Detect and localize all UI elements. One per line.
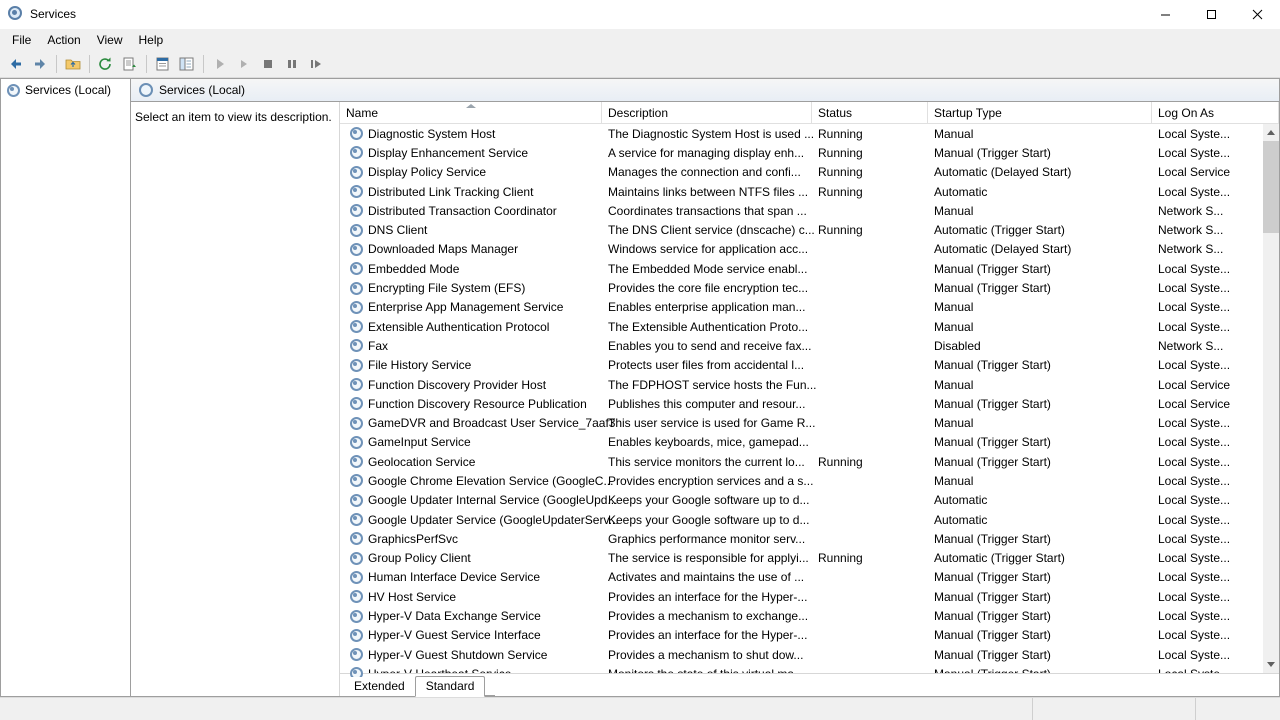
cell-name <box>340 493 618 508</box>
table-row[interactable] <box>340 124 1262 143</box>
cell-description: Provides a mechanism to exchange... <box>608 609 809 624</box>
table-row[interactable] <box>340 529 1262 548</box>
play-icon[interactable] <box>209 53 231 75</box>
table-row[interactable] <box>340 375 1262 394</box>
service-name-label: HV Host Service <box>368 589 457 604</box>
cell-log-on-as: Local Syste... <box>1158 358 1231 373</box>
cell-log-on-as: Network S... <box>1158 242 1224 257</box>
cell-description: Publishes this computer and resour... <box>608 396 806 411</box>
service-gear-icon <box>350 436 363 449</box>
table-row[interactable] <box>340 220 1262 239</box>
cell-startup-type: Automatic <box>934 512 988 527</box>
table-row[interactable] <box>340 163 1262 182</box>
service-gear-icon <box>350 204 363 217</box>
service-name-label: Extensible Authentication Protocol <box>368 319 550 334</box>
cell-name <box>340 204 602 218</box>
cell-log-on-as: Network S... <box>1158 203 1224 218</box>
cell-log-on-as: Local Syste... <box>1158 454 1231 469</box>
cell-startup-type: Automatic (Delayed Start) <box>934 242 1072 257</box>
cell-log-on-as: Local Syste... <box>1158 512 1231 527</box>
table-row[interactable] <box>340 568 1262 587</box>
cell-description: Manages the connection and confi... <box>608 165 801 180</box>
cell-startup-type: Manual (Trigger Start) <box>934 531 1051 546</box>
services-gear-icon <box>139 83 153 97</box>
status-bar <box>0 697 1280 720</box>
cell-description: Enables you to send and receive fax... <box>608 338 812 353</box>
service-gear-icon <box>350 224 363 237</box>
menu-help[interactable]: Help <box>138 33 164 47</box>
cell-status: Running <box>818 184 863 199</box>
cell-name <box>340 242 602 256</box>
toolbar-separator <box>56 55 57 73</box>
status-bar-message <box>0 698 1033 720</box>
table-row[interactable] <box>340 259 1262 278</box>
column-header-status[interactable] <box>812 102 928 123</box>
cell-startup-type: Manual <box>934 126 974 141</box>
cell-log-on-as: Local Syste... <box>1158 319 1231 334</box>
service-gear-icon <box>350 610 363 623</box>
cell-log-on-as: Local Syste... <box>1158 628 1231 643</box>
service-gear-icon <box>350 494 363 507</box>
cell-log-on-as: Network S... <box>1158 338 1224 353</box>
table-row[interactable] <box>340 626 1262 645</box>
service-gear-icon <box>350 571 363 584</box>
cell-name <box>340 262 602 276</box>
cell-log-on-as: Local Syste... <box>1158 493 1231 508</box>
cell-startup-type: Manual (Trigger Start) <box>934 647 1051 662</box>
title-bar <box>0 0 1280 29</box>
cell-name <box>340 473 614 488</box>
service-gear-icon <box>350 262 363 275</box>
cell-log-on-as: Local Syste... <box>1158 281 1231 296</box>
cell-name <box>340 146 602 160</box>
cell-name <box>340 127 602 141</box>
arrow-left-icon[interactable] <box>5 53 27 75</box>
cell-name <box>340 570 602 584</box>
cell-description: The DNS Client service (dnscache) c... <box>608 223 815 238</box>
cell-log-on-as: Local Service <box>1158 396 1231 411</box>
details-header-title: Services (Local) <box>159 83 246 97</box>
service-name-label: Google Updater Internal Service (GoogleUpd... <box>368 493 618 508</box>
service-name-label: GameInput Service <box>368 435 471 450</box>
table-row[interactable] <box>340 356 1262 375</box>
cell-log-on-as: Local Syste... <box>1158 473 1231 488</box>
cell-log-on-as: Local Syste... <box>1158 589 1231 604</box>
cell-startup-type: Manual (Trigger Start) <box>934 261 1051 276</box>
cell-log-on-as: Local Syste... <box>1158 300 1231 315</box>
service-gear-icon <box>350 146 363 159</box>
table-row[interactable] <box>340 201 1262 220</box>
service-gear-icon <box>350 339 363 352</box>
arrow-right-icon[interactable] <box>29 53 51 75</box>
cell-status: Running <box>818 165 863 180</box>
cell-log-on-as: Local Syste... <box>1158 261 1231 276</box>
minimize-icon[interactable] <box>1142 0 1188 28</box>
cell-name <box>340 512 619 527</box>
service-gear-icon <box>350 590 363 603</box>
table-row[interactable] <box>340 240 1262 259</box>
view-tabs <box>340 673 1279 696</box>
sort-ascending-icon <box>466 104 476 108</box>
cell-startup-type: Manual <box>934 377 974 392</box>
cell-description: Provides an interface for the Hyper-... <box>608 628 808 643</box>
column-header-label: Status <box>818 105 853 120</box>
service-name-label: Fax <box>368 338 389 353</box>
cell-description: Provides an interface for the Hyper-... <box>608 589 808 604</box>
cell-status: Running <box>818 223 863 238</box>
cell-startup-type: Manual (Trigger Start) <box>934 435 1051 450</box>
maximize-icon[interactable] <box>1188 0 1234 28</box>
tree-icon[interactable] <box>176 53 198 75</box>
scrollbar-track[interactable] <box>1263 141 1279 656</box>
service-name-label: Embedded Mode <box>368 261 460 276</box>
table-row[interactable] <box>340 336 1262 355</box>
services-list-pane <box>339 102 1279 696</box>
cell-log-on-as: Local Service <box>1158 165 1231 180</box>
service-gear-icon <box>350 629 363 642</box>
cell-startup-type: Manual (Trigger Start) <box>934 589 1051 604</box>
cell-description: Enables keyboards, mice, gamepad... <box>608 435 809 450</box>
cell-name <box>340 397 602 411</box>
service-gear-icon <box>350 474 363 487</box>
table-row[interactable] <box>340 491 1262 510</box>
cell-name <box>340 223 602 237</box>
cell-startup-type: Automatic (Delayed Start) <box>934 165 1072 180</box>
play-small-icon[interactable] <box>233 53 255 75</box>
cell-startup-type: Manual <box>934 416 974 431</box>
table-row[interactable] <box>340 510 1262 529</box>
toolbar <box>0 51 1280 78</box>
cell-startup-type: Manual (Trigger Start) <box>934 358 1051 373</box>
cell-log-on-as: Local Syste... <box>1158 609 1231 624</box>
service-name-label: GameDVR and Broadcast User Service_7aaf3 <box>368 416 616 431</box>
cell-name <box>340 165 602 179</box>
service-name-label: Display Policy Service <box>368 165 487 180</box>
service-name-label: Human Interface Device Service <box>368 570 541 585</box>
details-pane <box>130 78 1280 697</box>
cell-name <box>340 185 602 199</box>
cell-startup-type: Automatic (Trigger Start) <box>934 223 1065 238</box>
cell-description: The service is responsible for applyi... <box>608 551 809 566</box>
scrollbar-thumb[interactable] <box>1263 141 1279 233</box>
table-row[interactable] <box>340 549 1262 568</box>
service-name-label: Hyper-V Guest Shutdown Service <box>368 647 548 662</box>
cell-log-on-as: Local Syste... <box>1158 551 1231 566</box>
cell-description: Windows service for application acc... <box>608 242 809 257</box>
cell-name <box>340 455 602 469</box>
cell-name <box>340 590 602 604</box>
cell-description: The FDPHOST service hosts the Fun... <box>608 377 817 392</box>
cell-description: Maintains links between NTFS files ... <box>608 184 809 199</box>
cell-name <box>340 339 602 353</box>
cell-name <box>340 358 602 372</box>
cell-status: Running <box>818 145 863 160</box>
service-gear-icon <box>350 552 363 565</box>
cell-description: Keeps your Google software up to d... <box>608 493 810 508</box>
export-icon[interactable] <box>119 53 141 75</box>
service-gear-icon <box>350 320 363 333</box>
cell-name <box>340 378 602 392</box>
table-row[interactable] <box>340 143 1262 162</box>
table-row[interactable] <box>340 433 1262 452</box>
table-row[interactable] <box>340 278 1262 297</box>
cell-description: Graphics performance monitor serv... <box>608 531 806 546</box>
cell-description: Provides encryption services and a s... <box>608 473 814 488</box>
refresh-icon[interactable] <box>95 53 117 75</box>
service-name-label: Function Discovery Resource Publication <box>368 396 587 411</box>
cell-startup-type: Manual <box>934 300 974 315</box>
cell-startup-type: Disabled <box>934 338 981 353</box>
cell-name <box>340 300 602 314</box>
service-gear-icon <box>350 378 363 391</box>
menu-action[interactable]: Action <box>47 33 81 47</box>
service-name-label: Group Policy Client <box>368 551 471 566</box>
cell-name <box>340 532 602 546</box>
cell-startup-type: Manual (Trigger Start) <box>934 145 1051 160</box>
service-name-label: DNS Client <box>368 223 428 238</box>
tree-item-services-local[interactable] <box>1 79 130 101</box>
cell-description: Provides the core file encryption tec... <box>608 281 809 296</box>
service-name-label: Downloaded Maps Manager <box>368 242 519 257</box>
service-name-label: Diagnostic System Host <box>368 126 496 141</box>
close-icon[interactable] <box>1234 0 1280 28</box>
tab-filler <box>485 695 495 696</box>
service-name-label: Hyper-V Guest Service Interface <box>368 628 541 643</box>
cell-name <box>340 551 602 565</box>
cell-log-on-as: Local Syste... <box>1158 145 1231 160</box>
service-name-label: Google Updater Service (GoogleUpdaterServ... <box>368 512 619 527</box>
details-split <box>131 102 1279 696</box>
table-row[interactable] <box>340 182 1262 201</box>
cell-name <box>340 320 602 334</box>
cell-log-on-as: Local Syste... <box>1158 647 1231 662</box>
service-gear-icon <box>350 397 363 410</box>
table-row[interactable] <box>340 587 1262 606</box>
cell-startup-type: Manual (Trigger Start) <box>934 454 1051 469</box>
services-gear-icon <box>7 84 20 97</box>
console-tree-pane <box>0 78 130 697</box>
service-gear-icon <box>350 417 363 430</box>
service-name-label: Encrypting File System (EFS) <box>368 281 526 296</box>
service-name-label: Google Chrome Elevation Service (GoogleC... <box>368 473 614 488</box>
cell-description: Activates and maintains the use of ... <box>608 570 805 585</box>
description-text: Select an item to view its description. <box>135 110 332 124</box>
main-body <box>0 78 1280 697</box>
cell-name <box>340 435 602 449</box>
services-rows <box>340 124 1262 673</box>
cell-log-on-as: Local Syste... <box>1158 570 1231 585</box>
service-gear-icon <box>350 513 363 526</box>
table-row[interactable] <box>340 606 1262 625</box>
table-row[interactable] <box>340 298 1262 317</box>
column-header-name[interactable] <box>340 102 602 123</box>
service-name-label: Hyper-V Data Exchange Service <box>368 609 541 624</box>
window-controls <box>1142 0 1280 28</box>
folder-up-icon[interactable] <box>62 53 84 75</box>
cell-description: The Embedded Mode service enabl... <box>608 261 808 276</box>
cell-startup-type: Manual (Trigger Start) <box>934 396 1051 411</box>
cell-status: Running <box>818 126 863 141</box>
service-gear-icon <box>350 185 363 198</box>
status-bar-tertiary <box>1196 698 1280 720</box>
cell-description: Keeps your Google software up to d... <box>608 512 810 527</box>
cell-status: Running <box>818 551 863 566</box>
scroll-up-button[interactable] <box>1263 124 1279 141</box>
service-name-label: Display Enhancement Service <box>368 145 529 160</box>
cell-log-on-as: Local Syste... <box>1158 126 1231 141</box>
services-gear-icon <box>8 6 24 22</box>
column-header-startup-type[interactable] <box>928 102 1152 123</box>
column-header-label: Log On As <box>1158 105 1215 120</box>
details-header <box>131 79 1279 102</box>
description-pane <box>131 102 339 696</box>
table-row[interactable] <box>340 413 1262 432</box>
table-row[interactable] <box>340 394 1262 413</box>
cell-startup-type: Manual <box>934 319 974 334</box>
service-name-label: File History Service <box>368 358 472 373</box>
tab-extended[interactable]: Extended <box>344 677 415 696</box>
cell-log-on-as: Local Syste... <box>1158 531 1231 546</box>
service-gear-icon <box>350 127 363 140</box>
service-name-label: GraphicsPerfSvc <box>368 531 459 546</box>
column-header-row <box>340 102 1279 124</box>
cell-startup-type: Manual (Trigger Start) <box>934 609 1051 624</box>
service-name-label: Distributed Link Tracking Client <box>368 184 534 199</box>
menu-view[interactable]: View <box>96 33 123 47</box>
table-row[interactable] <box>340 645 1262 664</box>
tab-standard[interactable]: Standard <box>415 676 486 697</box>
stop-icon[interactable] <box>257 53 279 75</box>
cell-description: Enables enterprise application man... <box>608 300 806 315</box>
service-gear-icon <box>350 301 363 314</box>
cell-startup-type: Manual <box>934 473 974 488</box>
table-row[interactable] <box>340 452 1262 471</box>
cell-startup-type: Manual (Trigger Start) <box>934 570 1051 585</box>
cell-description: This user service is used for Game R... <box>608 416 816 431</box>
cell-name <box>340 648 602 662</box>
cell-description: Provides a mechanism to shut dow... <box>608 647 804 662</box>
cell-startup-type: Automatic (Trigger Start) <box>934 551 1065 566</box>
cell-name <box>340 416 616 431</box>
pause-icon[interactable] <box>281 53 303 75</box>
service-name-label: Geolocation Service <box>368 454 476 469</box>
service-gear-icon <box>350 282 363 295</box>
service-gear-icon <box>350 648 363 661</box>
menu-bar <box>0 29 1280 51</box>
column-header-log-on-as[interactable] <box>1152 102 1279 123</box>
service-name-label: Distributed Transaction Coordinator <box>368 203 557 218</box>
cell-description: This service monitors the current lo... <box>608 454 805 469</box>
restart-icon[interactable] <box>305 53 327 75</box>
cell-log-on-as: Local Syste... <box>1158 435 1231 450</box>
cell-description: The Extensible Authentication Proto... <box>608 319 809 334</box>
cell-log-on-as: Local Service <box>1158 377 1231 392</box>
service-name-label: Function Discovery Provider Host <box>368 377 547 392</box>
properties-icon[interactable] <box>152 53 174 75</box>
menu-file[interactable]: File <box>12 33 32 47</box>
table-row[interactable] <box>340 471 1262 490</box>
status-bar-secondary <box>1033 698 1196 720</box>
column-header-label: Name <box>346 105 379 120</box>
cell-description: A service for managing display enh... <box>608 145 805 160</box>
window-title: Services <box>30 7 77 21</box>
column-header-description[interactable] <box>602 102 812 123</box>
cell-startup-type: Automatic <box>934 493 988 508</box>
scroll-down-button[interactable] <box>1263 656 1279 673</box>
vertical-scrollbar[interactable] <box>1262 124 1279 673</box>
toolbar-separator <box>203 55 204 73</box>
cell-startup-type: Manual (Trigger Start) <box>934 281 1051 296</box>
cell-startup-type: Automatic <box>934 184 988 199</box>
cell-status: Running <box>818 454 863 469</box>
cell-description: Coordinates transactions that span ... <box>608 203 807 218</box>
service-gear-icon <box>350 359 363 372</box>
service-name-label: Enterprise App Management Service <box>368 300 564 315</box>
toolbar-separator <box>146 55 147 73</box>
cell-startup-type: Manual <box>934 203 974 218</box>
cell-name <box>340 281 602 295</box>
cell-log-on-as: Local Syste... <box>1158 184 1231 199</box>
cell-name <box>340 609 602 623</box>
cell-startup-type: Manual (Trigger Start) <box>934 628 1051 643</box>
service-gear-icon <box>350 166 363 179</box>
cell-name <box>340 628 602 642</box>
rows-area <box>340 124 1279 673</box>
table-row[interactable] <box>340 317 1262 336</box>
cell-log-on-as: Network S... <box>1158 223 1224 238</box>
tree-item-label: Services (Local) <box>25 83 112 97</box>
service-gear-icon <box>350 243 363 256</box>
cell-description: Protects user files from accidental l... <box>608 358 805 373</box>
toolbar-separator <box>89 55 90 73</box>
column-header-label: Description <box>608 105 669 120</box>
service-gear-icon <box>350 455 363 468</box>
cell-log-on-as: Local Syste... <box>1158 416 1231 431</box>
column-header-label: Startup Type <box>934 105 1002 120</box>
service-gear-icon <box>350 532 363 545</box>
cell-description: The Diagnostic System Host is used ... <box>608 126 815 141</box>
